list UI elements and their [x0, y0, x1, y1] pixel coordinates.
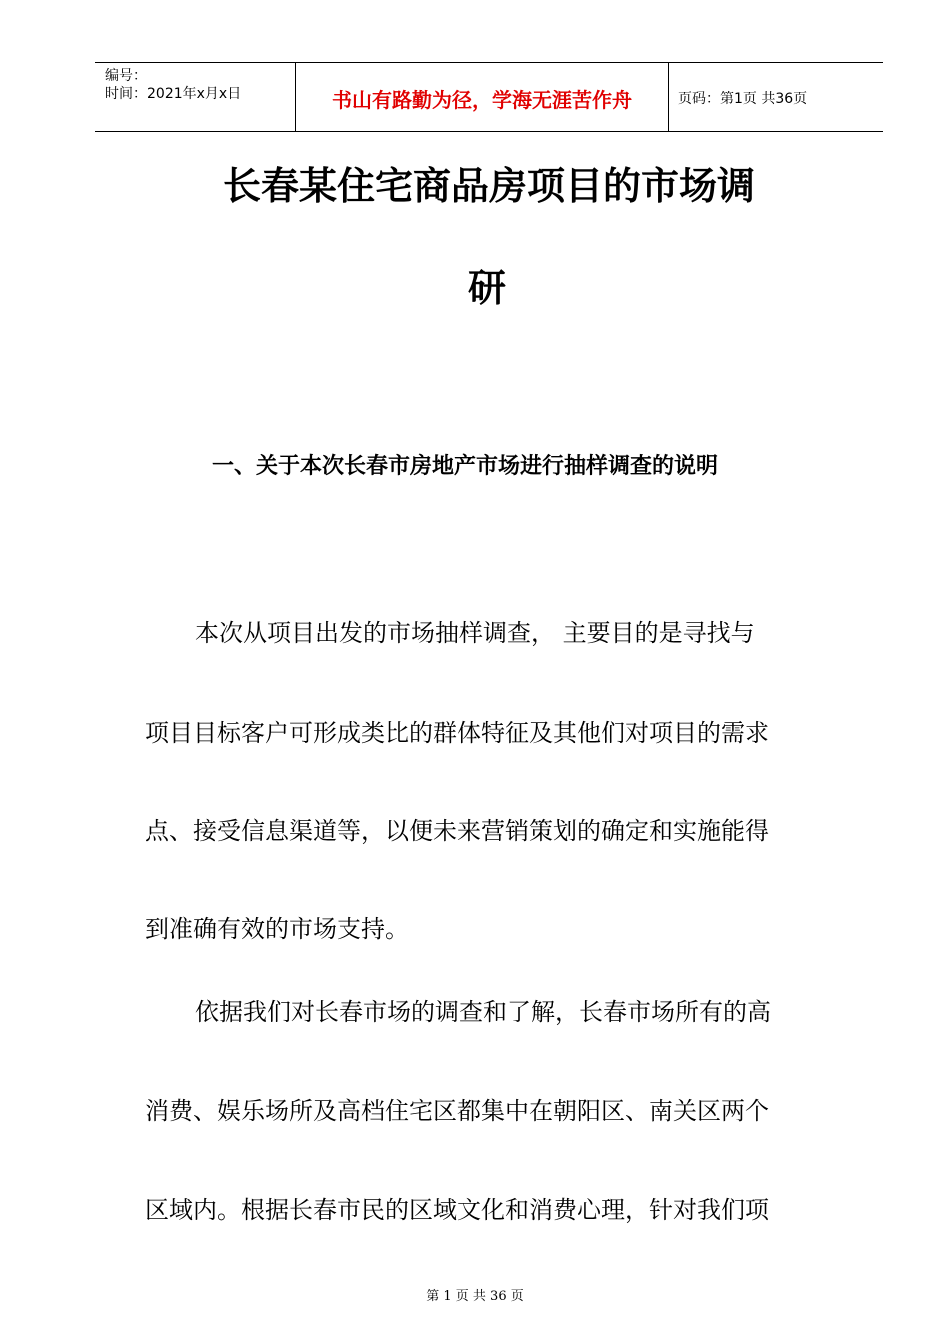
paragraph-2-line-3: 区域内。根据长春市民的区域文化和消费心理，针对我们项 — [145, 1196, 769, 1224]
page-footer: 第 1 页 共 36 页 — [426, 1289, 524, 1304]
paragraph-2-line-1: 依据我们对长春市场的调查和了解，长春市场所有的高 — [195, 998, 771, 1026]
paragraph-1-line-3: 点、接受信息渠道等，以便未来营销策划的确定和实施能得 — [145, 817, 769, 845]
serial-number-label: 编号： — [105, 68, 147, 84]
header-page-code: 页码：第1页 共36页 — [678, 91, 808, 107]
paragraph-2-line-2: 消费、娱乐场所及高档住宅区都集中在朝阳区、南关区两个 — [145, 1097, 769, 1125]
paragraph-1-line-2: 项目目标客户可形成类比的群体特征及其他们对项目的需求 — [145, 719, 769, 747]
paragraph-1-line-1: 本次从项目出发的市场抽样调查， 主要目的是寻找与 — [195, 619, 755, 647]
date-label: 时间：2021年x月x日 — [105, 86, 242, 102]
document-header — [95, 62, 883, 132]
header-motto: 书山有路勤为径，学海无涯苦作舟 — [332, 88, 632, 112]
header-page-cell — [668, 63, 883, 131]
section-heading: 一、关于本次长春市房地产市场进行抽样调查的说明 — [212, 454, 719, 479]
document-title-line-2: 研 — [468, 266, 507, 310]
paragraph-1-line-4: 到准确有效的市场支持。 — [145, 915, 409, 943]
header-motto-cell — [295, 63, 669, 131]
header-meta-cell — [95, 63, 295, 131]
document-title-line-1: 长春某住宅商品房项目的市场调 — [223, 164, 756, 208]
